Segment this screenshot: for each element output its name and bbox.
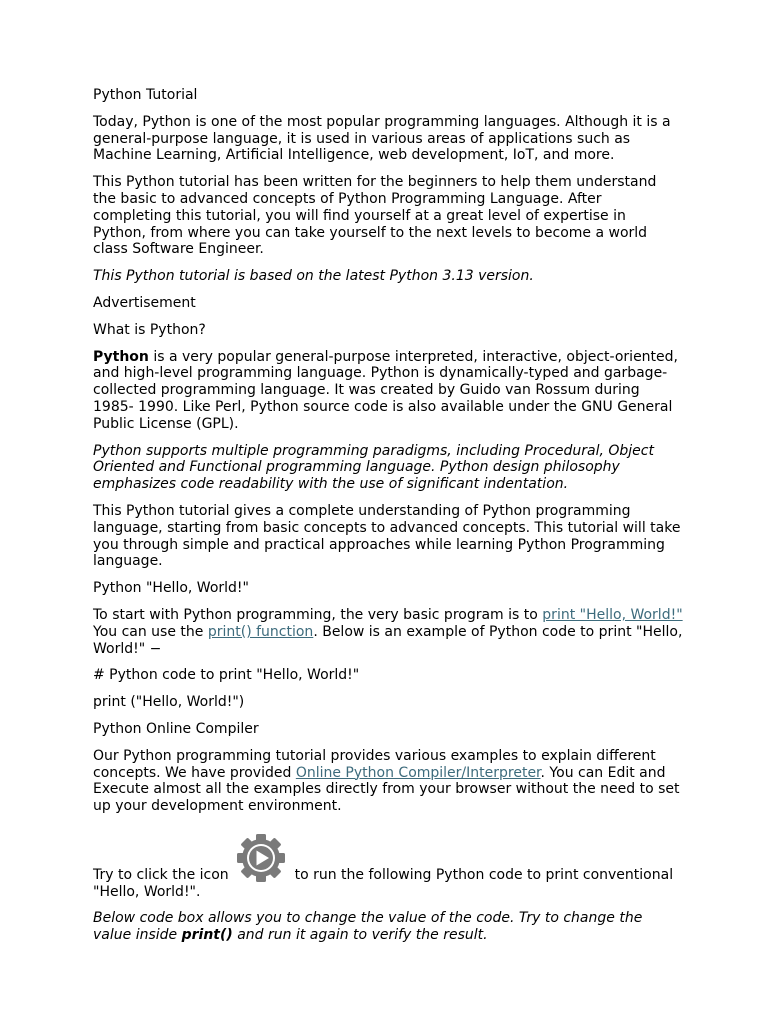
page-title: Python Tutorial: [93, 87, 198, 103]
advertisement-label: Advertisement: [93, 294, 196, 311]
code-box-note: [93, 910, 683, 944]
what-is-python-heading: What is Python?: [93, 321, 206, 338]
note-text-before: Below code box allows you to change the value of the code. Try to change the value inside: [93, 910, 643, 944]
compiler-text-2: . You can Edit and Execute almost all the examples directly from your browser without the need to set up your development environment.: [93, 764, 680, 815]
intro-paragraph-2: This Python tutorial has been written for the beginners to help them understand the basic to advanced concepts of Python Programming Language. After completing this tutorial, you will find yourself at a great level of expertise in Python, from where you can take yourself to the next levels to become a world class Software Engineer.: [93, 174, 657, 258]
try-icon-paragraph: [93, 833, 683, 901]
document-content: [93, 87, 683, 954]
version-note: This Python tutorial is based on the latest Python 3.13 version.: [93, 268, 534, 285]
what-is-python-text: is a very popular general-purpose interpreted, interactive, object-oriented, and high-level programming language. Python is dynamically-typed and garbage-collected programming language. It was created by Guido van Rossum during 1985- 1990. Like Perl, Python source code is also available under the GNU General Public License (GPL).: [93, 348, 678, 432]
compiler-text-1: Our Python programming tutorial provides various examples to explain different concepts. We have provided: [93, 747, 656, 781]
try-text-before: Try to click the icon: [93, 866, 234, 883]
tutorial-overview-paragraph: This Python tutorial gives a complete understanding of Python programming language, starting from basic concepts to advanced concepts. This tutorial will take you through simple and practical approaches while learning Python Programming language.: [93, 502, 681, 570]
what-is-python-paragraph: [93, 349, 683, 433]
intro-paragraph-1: Today, Python is one of the most popular programming languages. Although it is a general-purpose language, it is used in various areas of applications such as Machine Learning, Artificial Intelligence, web development, IoT, and more.: [93, 113, 671, 164]
hello-world-text-3: . Below is an example of Python code to print "Hello, World!" −: [93, 623, 683, 657]
hello-world-paragraph: [93, 607, 683, 657]
print-hello-world-link[interactable]: print "Hello, World!": [542, 606, 683, 623]
print-bold-term: print(): [181, 927, 233, 944]
hello-world-heading: Python "Hello, World!": [93, 580, 249, 597]
hello-world-text-1: To start with Python programming, the very basic program is to: [93, 606, 543, 623]
print-function-link[interactable]: print() function: [207, 623, 314, 640]
online-compiler-paragraph: [93, 748, 683, 815]
try-text-after: to run the following Python code to print conventional "Hello, World!".: [93, 866, 674, 900]
paradigms-paragraph: Python supports multiple programming paradigms, including Procedural, Object Oriented and Functional programming language. Python design philosophy emphasizes code readability with the use of significant indentation.: [93, 442, 654, 493]
run-gear-icon[interactable]: [236, 833, 286, 883]
python-bold-term: Python: [93, 348, 149, 365]
hello-world-text-2: You can use the: [93, 623, 208, 640]
code-print-line: print ("Hello, World!"): [93, 694, 245, 711]
online-compiler-heading: Python Online Compiler: [93, 720, 259, 737]
code-comment-line: # Python code to print "Hello, World!": [93, 667, 360, 684]
note-text-after: and run it again to verify the result.: [232, 927, 488, 944]
online-compiler-link[interactable]: Online Python Compiler/Interpreter: [295, 764, 541, 781]
